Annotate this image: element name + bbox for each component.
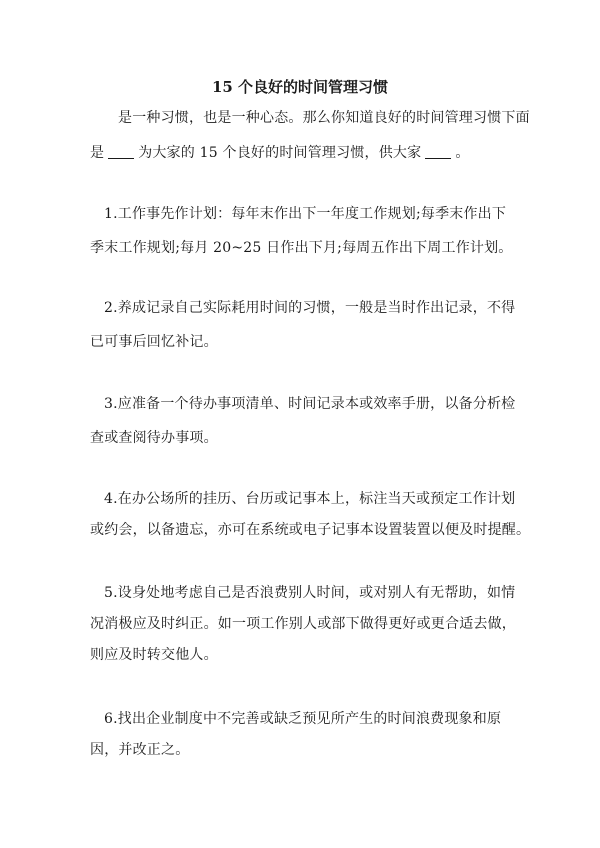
item-2-line-2: 已可事后回忆补记。 <box>90 334 218 350</box>
item-1-line-2: 季末工作规划;每月 20~25 日作出下月;每周五作出下周工作计划。 <box>90 240 513 256</box>
item-6-line-1: 6.找出企业制度中不完善或缺乏预见所产生的时间浪费现象和原 <box>104 711 502 727</box>
blank-underline <box>108 144 134 159</box>
item-5-line-3: 则应及时转交他人。 <box>90 647 218 663</box>
intro-line-1: 是一种习惯，也是一种心态。那么你知道良好的时间管理习惯下面 <box>118 110 530 126</box>
blank-underline <box>425 144 451 159</box>
item-5-line-1: 5.设身处地考虑自己是否浪费别人时间，或对别人有无帮助，如情 <box>104 585 516 601</box>
intro-line-2-prefix: 是 <box>90 145 105 161</box>
item-3-line-1: 3.应准备一个待办事项清单、时间记录本或效率手册，以备分析检 <box>104 396 516 412</box>
item-2-line-1: 2.养成记录自己实际耗用时间的习惯，一般是当时作出记录，不得 <box>104 300 516 316</box>
item-1-line-1: 1.工作事先作计划：每年末作出下一年度工作规划;每季末作出下 <box>104 206 507 222</box>
item-6-line-2: 因，并改正之。 <box>90 742 190 758</box>
intro-line-2 <box>90 143 470 163</box>
document-title: 15 个良好的时间管理习惯 <box>211 78 389 96</box>
intro-line-2-suffix: 。 <box>455 145 470 161</box>
item-5-line-2: 况消极应及时纠正。如一项工作别人或部下做得更好或更合适去做， <box>90 616 516 632</box>
item-3-line-2: 查或查阅待办事项。 <box>90 430 218 446</box>
intro-line-2-middle: 为大家的 15 个良好的时间管理习惯，供大家 <box>138 145 422 161</box>
item-4-line-1: 4.在办公场所的挂历、台历或记事本上，标注当天或预定工作计划 <box>104 491 516 507</box>
item-4-line-2: 或约会，以备遗忘，亦可在系统或电子记事本设置装置以便及时提醒。 <box>90 522 531 538</box>
